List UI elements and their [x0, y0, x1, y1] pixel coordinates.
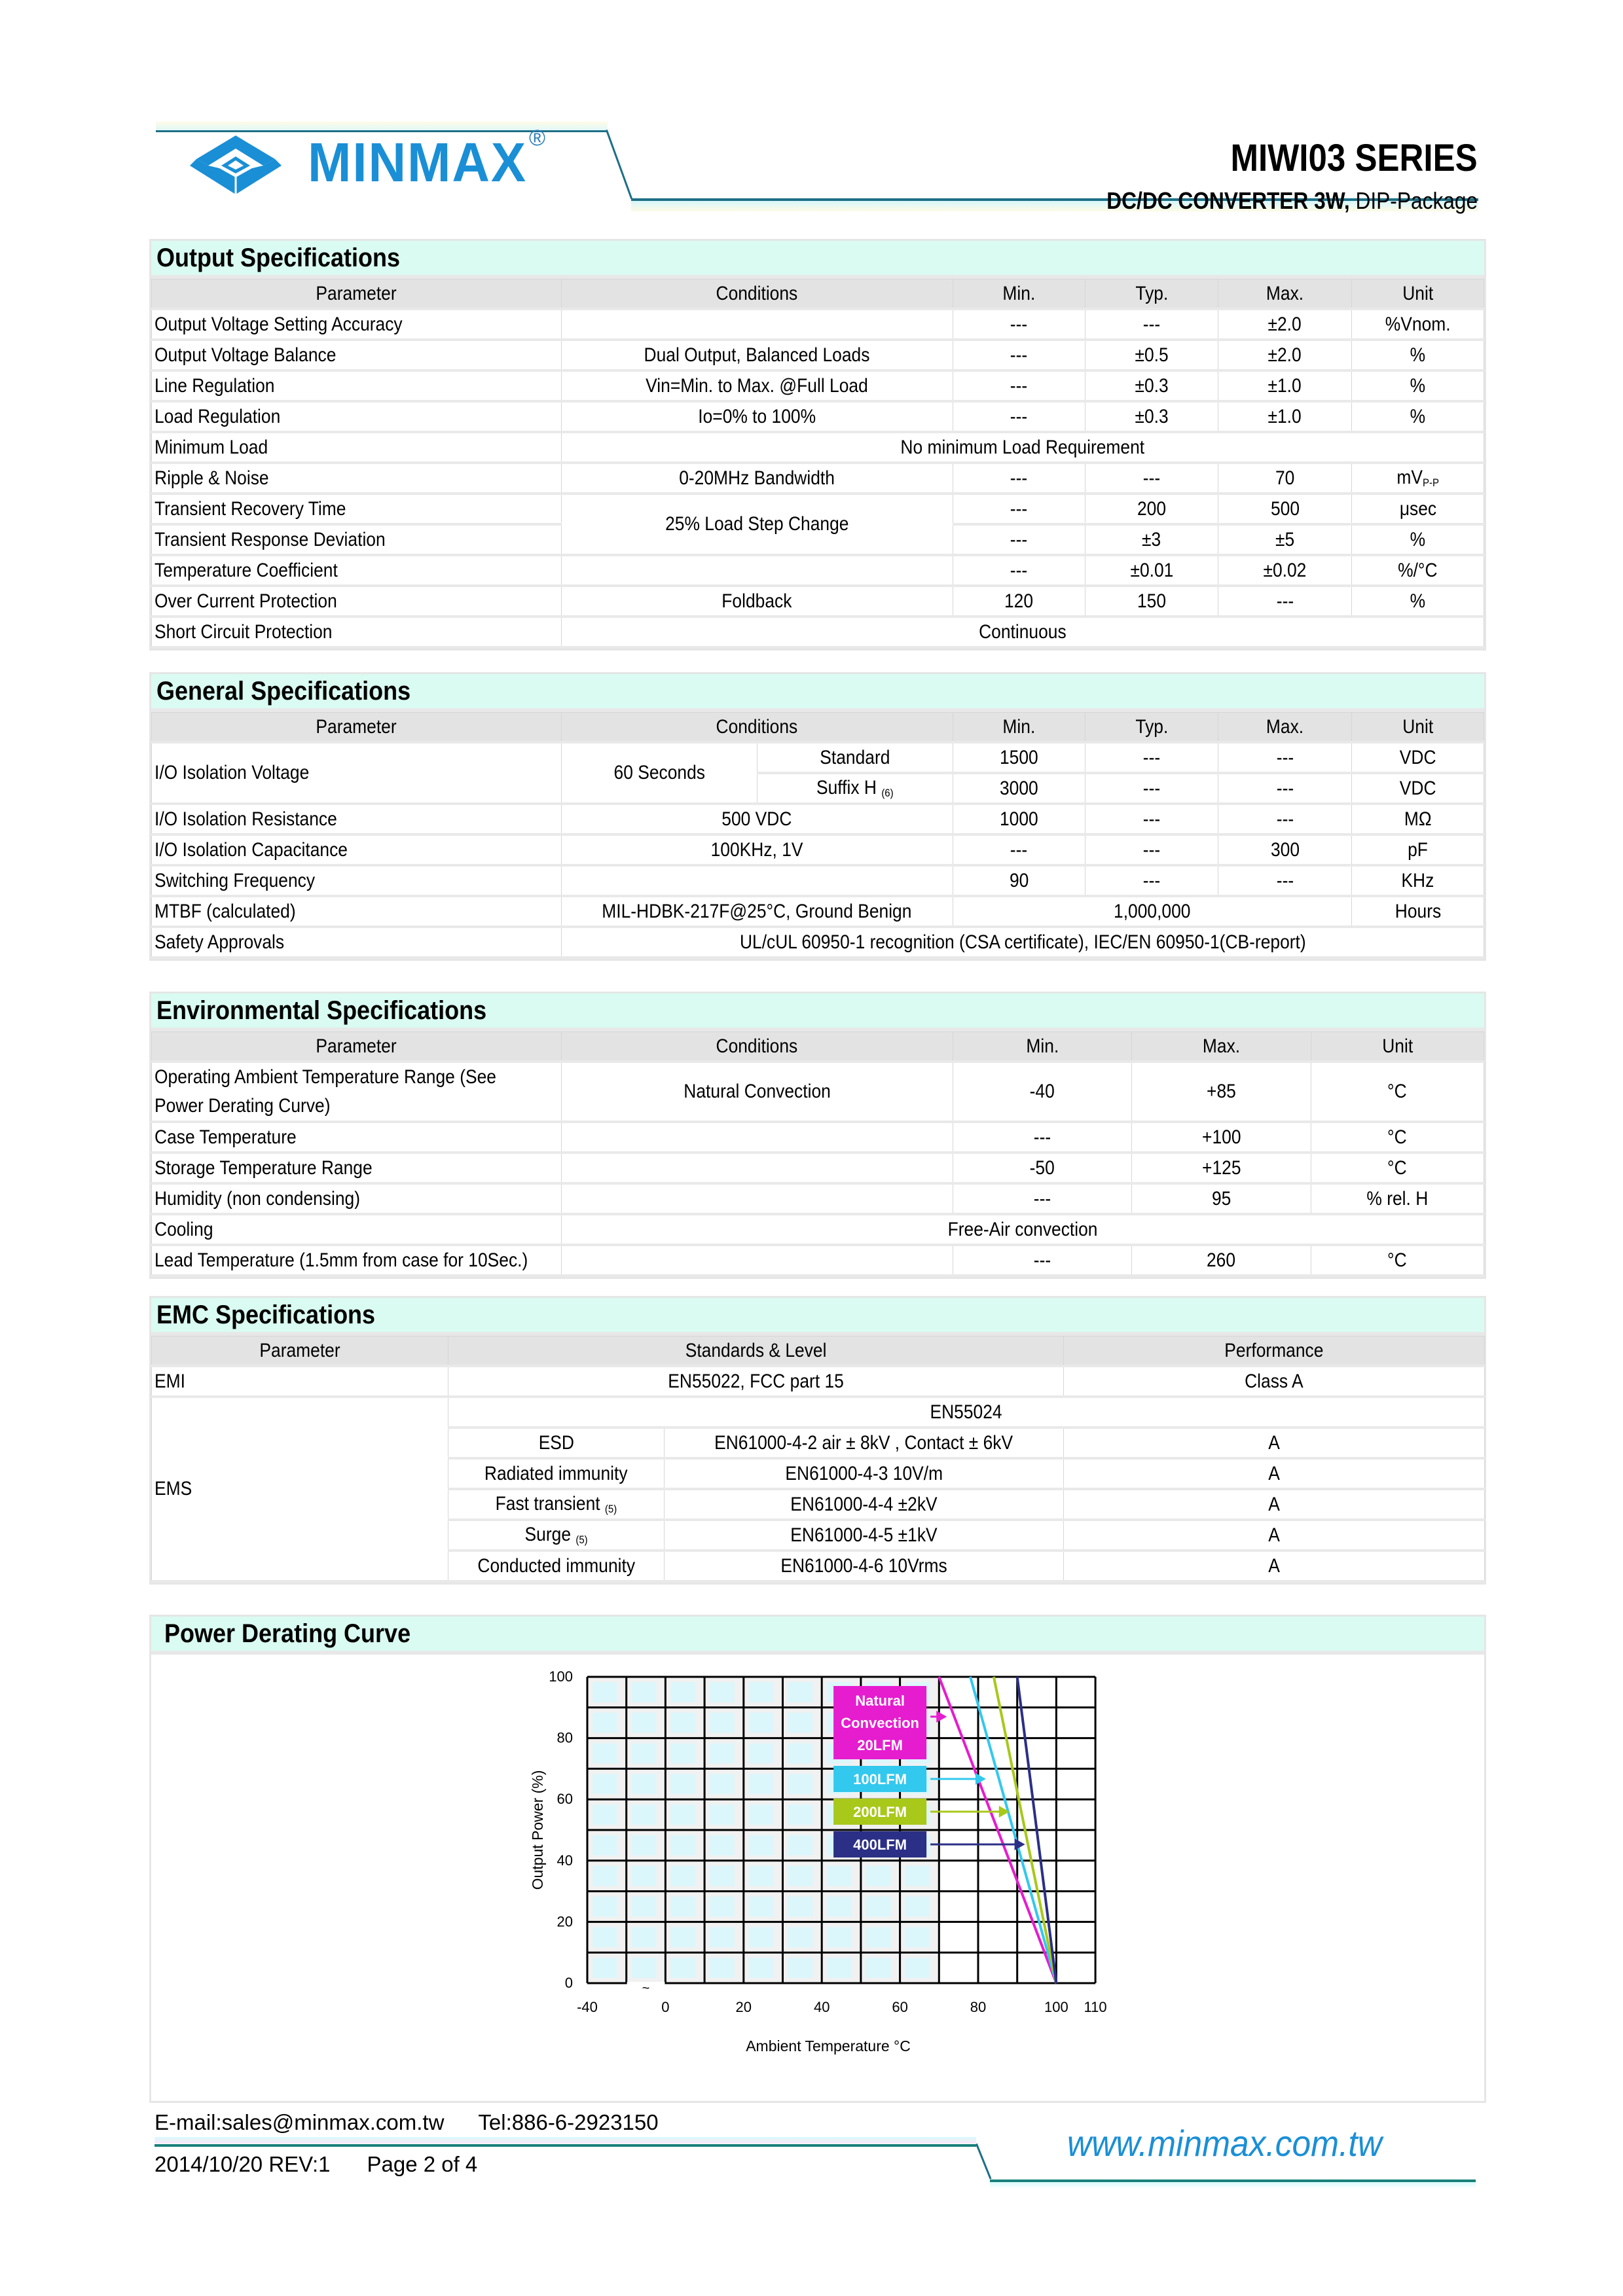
table-header-row: Parameter Conditions Min. Typ. Max. Unit	[152, 279, 1484, 310]
environmental-specifications-section	[149, 992, 1486, 1279]
subtitle-rest: DIP-Package	[1349, 187, 1478, 214]
svg-text:40: 40	[813, 1999, 830, 2015]
table-row: Transient Recovery Time 25% Load Step Change --- 200 500 μsec	[152, 493, 1484, 524]
table-row: Cooling Free-Air convection	[152, 1214, 1484, 1245]
svg-text:20: 20	[556, 1913, 573, 1930]
header-rule-diagonal	[606, 130, 632, 199]
svg-text:100: 100	[549, 1668, 573, 1685]
footer-date-rev: 2014/10/20 REV:1	[155, 2152, 331, 2176]
svg-text:20LFM: 20LFM	[857, 1737, 903, 1753]
output-spec-table	[151, 279, 1484, 649]
table-row: Case Temperature --- +100 °C	[152, 1122, 1484, 1153]
table-row: Minimum Load No minimum Load Requirement	[152, 432, 1484, 463]
table-row: Conducted immunity EN61000-4-6 10Vrms A	[152, 1551, 1485, 1581]
table-row: Output Voltage Setting Accuracy --- --- ±2.0 %Vnom.	[152, 309, 1484, 340]
svg-text:100: 100	[1044, 1999, 1068, 2015]
table-row: Temperature Coefficient --- ±0.01 ±0.02 %/°C	[152, 555, 1484, 586]
table-header-row: Parameter Conditions Min. Max. Unit	[152, 1032, 1484, 1062]
table-row: EMS EN55024	[152, 1397, 1485, 1427]
svg-text:110: 110	[1084, 1999, 1107, 2015]
table-header-row: Parameter Conditions Min. Typ. Max. Unit	[152, 713, 1484, 743]
general-specifications-section	[149, 672, 1486, 961]
svg-text:0: 0	[661, 1999, 670, 2015]
table-row: Transient Response Deviation --- ±3 ±5 %	[152, 524, 1484, 555]
series-subtitle	[1106, 187, 1478, 215]
section-title: Environmental Specifications	[151, 994, 1484, 1031]
footer-band	[155, 2137, 976, 2144]
series-title: MIWI03 SERIES	[1230, 137, 1478, 179]
table-row: Ripple & Noise 0-20MHz Bandwidth --- --- 70 $mV_{P-P}$	[152, 463, 1484, 493]
section-title: EMC Specifications	[151, 1298, 1484, 1336]
footer-contact	[155, 2110, 659, 2135]
svg-text:0: 0	[564, 1975, 573, 1991]
footer-page: Page 2 of 4	[367, 2152, 478, 2176]
table-row: I/O Isolation Voltage 60 Seconds Standard 1500 --- --- VDC	[152, 742, 1484, 773]
footer-tel: Tel:886-6-2923150	[478, 2110, 659, 2134]
power-derating-chart	[151, 1662, 1484, 2094]
svg-text:Natural: Natural	[855, 1693, 905, 1709]
footer-band-right	[990, 2182, 1476, 2189]
table-row: I/O Isolation Capacitance 100KHz, 1V --- --- 300 pF	[152, 834, 1484, 865]
table-row: Switching Frequency 90 --- --- KHz	[152, 865, 1484, 896]
table-row: Safety Approvals UL/cUL 60950-1 recognition (CSA certificate), IEC/EN 60950-1(CB-report)	[152, 927, 1484, 958]
footer-email[interactable]: E-mail:sales@minmax.com.tw	[155, 2110, 445, 2134]
power-derating-section	[149, 1615, 1486, 2103]
output-specifications-section	[149, 239, 1486, 651]
minmax-logo-icon	[177, 134, 295, 200]
table-row: Operating Ambient Temperature Range (See Power Derating Curve) Natural Convection -40 +85 °C	[152, 1062, 1484, 1122]
svg-text:-40: -40	[577, 1999, 598, 2015]
table-row: I/O Isolation Resistance 500 VDC 1000 --- --- MΩ	[152, 804, 1484, 834]
logo-wordmark: MINMAX	[308, 132, 528, 193]
table-row: Radiated immunity EN61000-4-3 10V/m A	[152, 1458, 1485, 1489]
svg-text:400LFM: 400LFM	[853, 1837, 907, 1853]
svg-text:Ambient Temperature °C: Ambient Temperature °C	[746, 2037, 911, 2054]
table-row: ESD EN61000-4-2 air ± 8kV , Contact ± 6kV A	[152, 1427, 1485, 1458]
table-row: Lead Temperature (1.5mm from case for 10Sec.) --- 260 °C	[152, 1245, 1484, 1276]
svg-text:80: 80	[556, 1729, 573, 1746]
svg-text:100LFM: 100LFM	[853, 1771, 907, 1787]
svg-text:~: ~	[642, 1981, 650, 1996]
emc-spec-table	[151, 1336, 1485, 1583]
table-header-row: Parameter Standards & Level Performance	[152, 1336, 1485, 1367]
table-row: MTBF (calculated) MIL-HDBK-217F@25°C, Ground Benign 1,000,000 Hours	[152, 896, 1484, 927]
svg-text:20: 20	[735, 1999, 752, 2015]
subtitle-bold: DC/DC CONVERTER 3W,	[1106, 187, 1350, 214]
table-row: Surge $_{(5)}$ EN61000-4-5 ±1kV A	[152, 1520, 1485, 1551]
svg-text:200LFM: 200LFM	[853, 1804, 907, 1820]
table-row: EMI EN55022, FCC part 15 Class A	[152, 1366, 1485, 1397]
emc-specifications-section	[149, 1296, 1486, 1585]
registered-mark: ®	[529, 126, 546, 151]
footer-website-link[interactable]: www.minmax.com.tw	[1067, 2123, 1382, 2164]
svg-text:80: 80	[970, 1999, 987, 2015]
footer-revision	[155, 2152, 477, 2177]
svg-text:Convection: Convection	[841, 1715, 920, 1731]
section-title: Power Derating Curve	[151, 1617, 1484, 1655]
svg-text:60: 60	[892, 1999, 908, 2015]
footer-rule-diagonal	[976, 2144, 992, 2179]
svg-text:Output Power (%): Output Power (%)	[529, 1770, 546, 1890]
table-row: Short Circuit Protection Continuous	[152, 617, 1484, 647]
environmental-spec-table	[151, 1031, 1484, 1277]
section-title: General Specifications	[151, 674, 1484, 712]
table-row: Load Regulation Io=0% to 100% --- ±0.3 ±1.0 %	[152, 401, 1484, 432]
general-spec-table	[151, 712, 1484, 959]
table-row: Storage Temperature Range -50 +125 °C	[152, 1153, 1484, 1183]
svg-text:60: 60	[556, 1791, 573, 1808]
table-row: Fast transient $_{(5)}$ EN61000-4-4 ±2kV A	[152, 1489, 1485, 1520]
footer-rule	[155, 2144, 976, 2147]
table-row: Humidity (non condensing) --- 95 % rel. H	[152, 1183, 1484, 1214]
table-row: Over Current Protection Foldback 120 150 --- %	[152, 586, 1484, 617]
table-row: Output Voltage Balance Dual Output, Balanced Loads --- ±0.5 ±2.0 %	[152, 340, 1484, 370]
table-row: Line Regulation Vin=Min. to Max. @Full Load --- ±0.3 ±1.0 %	[152, 370, 1484, 401]
svg-text:40: 40	[556, 1852, 573, 1869]
table-row: Suffix H $_{(6)}$ 3000 --- --- VDC	[152, 773, 1484, 804]
section-title: Output Specifications	[151, 241, 1484, 279]
